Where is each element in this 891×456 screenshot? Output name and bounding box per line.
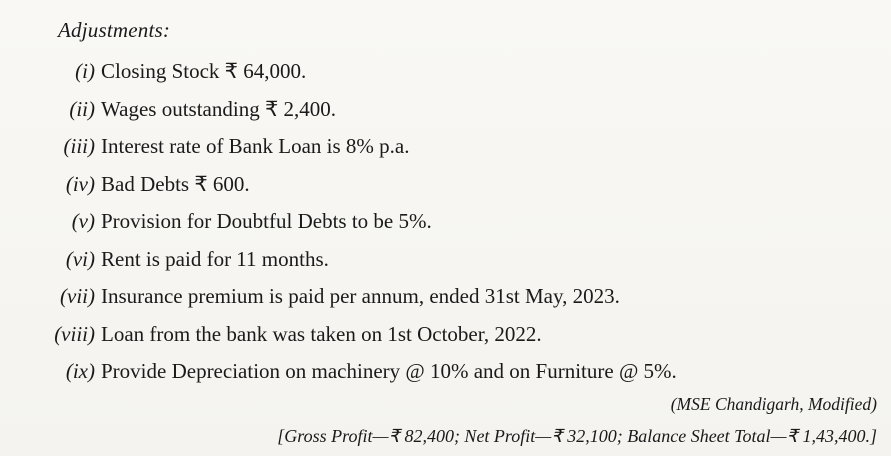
list-item	[0, 131, 891, 169]
list-item	[0, 281, 891, 319]
item-text: Closing Stock ₹ 64,000.	[101, 59, 307, 83]
source-citation: (MSE Chandigarh, Modified)	[670, 394, 877, 414]
item-text: Wages outstanding ₹ 2,400.	[101, 96, 337, 121]
item-text: Insurance premium is paid per annum, ended 31st May, 2023.	[101, 284, 620, 308]
item-number: (iii)	[63, 134, 95, 158]
list-item	[0, 319, 891, 357]
item-number: (v)	[71, 209, 95, 233]
item-number: (viii)	[54, 321, 95, 346]
list-item	[0, 356, 891, 394]
answer-key: [Gross Profit—₹ 82,400; Net Profit—₹ 32,100; Balance Sheet Total—₹ 1,43,400.]	[277, 426, 877, 446]
item-number: (vi)	[65, 246, 95, 271]
list-item	[0, 56, 891, 94]
item-text: Provide Depreciation on machinery @ 10% and on Furniture @ 5%.	[101, 359, 677, 383]
item-text: Provision for Doubtful Debts to be 5%.	[101, 209, 432, 233]
item-text: Bad Debts ₹ 600.	[101, 171, 250, 196]
list-item	[0, 169, 891, 207]
adjustments-heading: Adjustments:	[58, 18, 171, 42]
list-item	[0, 244, 891, 282]
item-text: Rent is paid for 11 months.	[101, 246, 329, 271]
item-text: Loan from the bank was taken on 1st October, 2022.	[101, 321, 542, 346]
item-number: (ix)	[65, 359, 95, 383]
item-number: (ii)	[69, 96, 95, 121]
item-text: Interest rate of Bank Loan is 8% p.a.	[101, 134, 410, 158]
list-item	[0, 206, 891, 244]
item-number: (iv)	[65, 171, 95, 196]
item-number: (vii)	[60, 284, 95, 308]
list-item	[0, 94, 891, 132]
item-number: (i)	[75, 59, 95, 83]
adjustments-list	[0, 56, 891, 394]
